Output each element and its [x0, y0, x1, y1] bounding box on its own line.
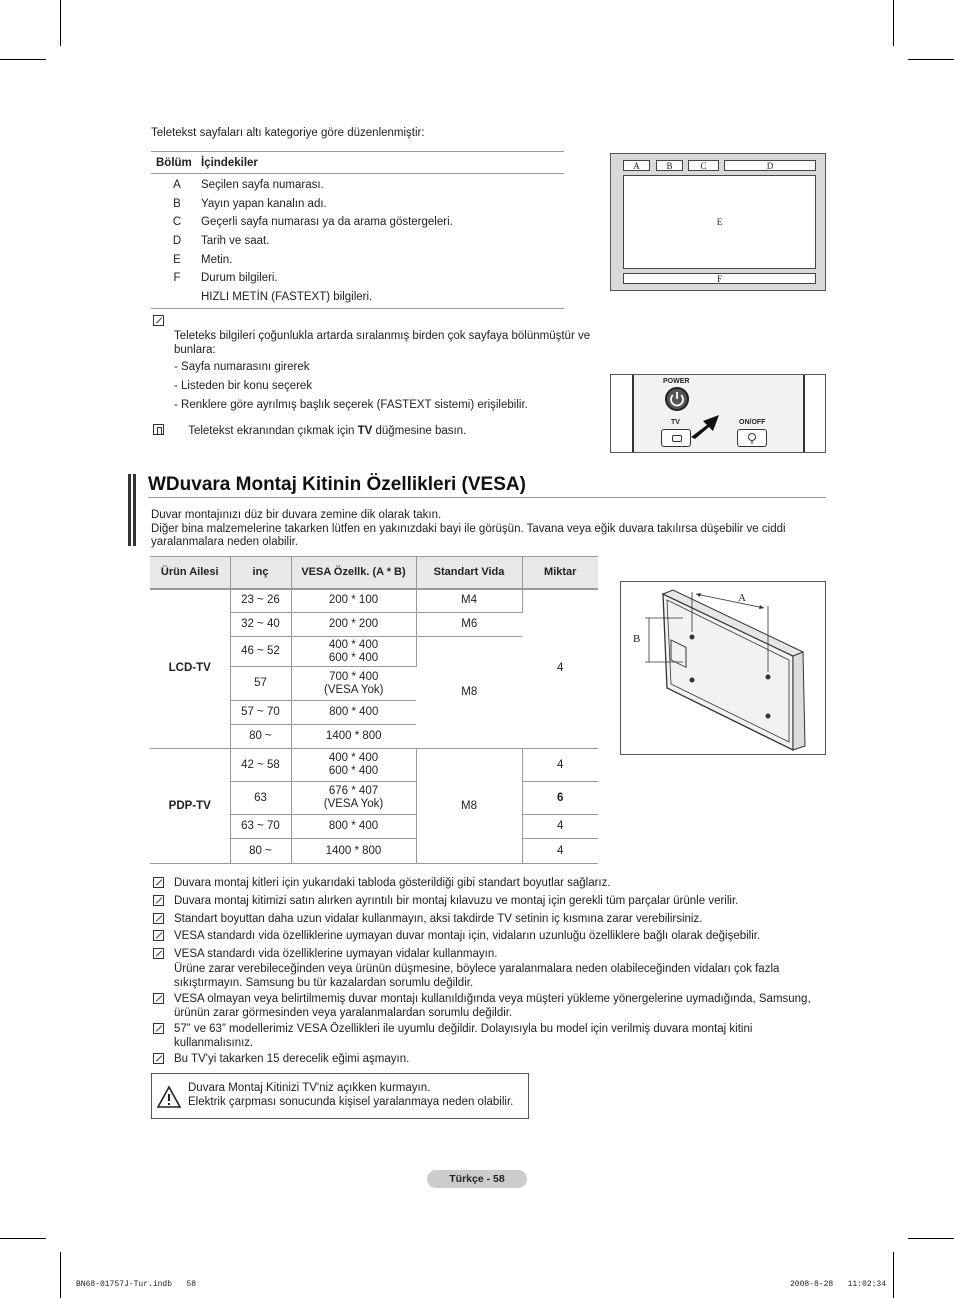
- screen-label-e: E: [623, 175, 816, 269]
- inch-cell: 80 ~: [230, 725, 291, 749]
- teletext-row-key: E: [173, 253, 181, 266]
- crop-mark: [908, 1238, 954, 1239]
- teletext-row: [151, 288, 564, 307]
- list-item: 57” ve 63” modellerimiz VESA Özellikleri ile uyumlu değildir. Dolayısıyla bu model için verilmiş duvara montaj kitini kullanmalısınız.: [153, 1022, 833, 1051]
- teletext-row-value: Yayın yapan kanalın adı.: [201, 197, 327, 210]
- screen-label-c: C: [688, 160, 719, 171]
- section-intro: [151, 509, 831, 550]
- screen-label-a: A: [623, 160, 650, 171]
- exit-note-prefix: Teletekst ekranından çıkmak için: [188, 425, 358, 437]
- screw-cell: M6: [416, 613, 522, 637]
- diagram-label-b: B: [633, 633, 641, 645]
- power-button: [665, 387, 689, 411]
- bullet-item: - Renklere göre ayrılmış başlık seçerek (FASTEXT sistemi) erişilebilir.: [174, 399, 528, 411]
- note-text: Teleteks bilgileri çoğunlukla artarda sıralanmış birden çok sayfaya bölünmüştür ve bunlara:: [174, 330, 591, 356]
- inch-cell: 57 ~ 70: [230, 701, 291, 725]
- list-item: VESA olmayan veya belirtilmemiş duvar montajı kullanıldığında veya müşteri yükleme yönergelerine uymadığında, Samsung, ürünün zarar görmesinden veya yaralanmalardan sorumlu değildir.: [153, 992, 833, 1021]
- crop-mark: [893, 0, 894, 46]
- section-title: WDuvara Montaj Kitinin Özellikleri (VESA): [148, 474, 526, 495]
- teletext-row: [151, 213, 564, 232]
- vesa-header: Miktar: [522, 557, 598, 589]
- print-file-info: BN68-01757J-Tur.indb 58: [76, 1280, 197, 1289]
- teletext-row: [151, 176, 564, 195]
- vesa-header: inç: [230, 557, 291, 589]
- section-intro-line: Diğer bina malzemelerine takarken lütfen en yakınızdaki bayi ile görüşün. Tavana veya eğik duvara takılırsa düşebilir ve ciddi yaralanmalara neden olabilir.: [151, 522, 786, 548]
- onoff-label: ON/OFF: [739, 419, 766, 426]
- vesa-cell: 400 * 400 600 * 400: [291, 749, 416, 782]
- vesa-cell: 800 * 400: [291, 815, 416, 839]
- remote-illustration: [610, 374, 826, 453]
- hand-icon: [153, 424, 164, 435]
- screen-label-b: B: [656, 160, 683, 171]
- teletext-row-value: Geçerli sayfa numarası ya da arama göstergeleri.: [201, 216, 453, 229]
- mount-notes: [153, 876, 833, 1069]
- tv-icon: [672, 435, 682, 442]
- note-icon: [153, 993, 164, 1004]
- teletext-row-key: A: [173, 179, 181, 192]
- crop-mark: [60, 1252, 61, 1298]
- vesa-cell: 676 * 407 (VESA Yok): [291, 782, 416, 815]
- crop-mark: [0, 59, 46, 60]
- note-icon: [153, 948, 164, 959]
- teletext-row-value: Durum bilgileri.: [201, 272, 278, 285]
- crop-mark: [908, 59, 954, 60]
- vesa-cell: 200 * 100: [291, 589, 416, 613]
- teletext-table: [151, 151, 564, 309]
- teletext-row-value: Seçilen sayfa numarası.: [201, 179, 324, 192]
- vesa-cell: 1400 * 800: [291, 725, 416, 749]
- tv-back-drawing: [621, 582, 827, 756]
- inch-cell: 63: [230, 782, 291, 815]
- crop-mark: [0, 1238, 46, 1239]
- inch-cell: 80 ~: [230, 839, 291, 864]
- teletext-row-value: HIZLI METİN (FASTEXT) bilgileri.: [201, 290, 373, 303]
- teletext-row-key: C: [172, 216, 182, 229]
- power-label: POWER: [663, 378, 690, 385]
- section-bars: [128, 474, 138, 546]
- diagram-label-a: A: [738, 592, 746, 604]
- list-item: Bu TV'yi takarken 15 derecelik eğimi aşmayın.: [153, 1052, 833, 1068]
- screen-label-d: D: [724, 160, 816, 171]
- teletext-row-key: B: [173, 197, 181, 210]
- exit-note: [153, 423, 466, 438]
- vesa-header: Standart Vida: [416, 557, 522, 589]
- inch-cell: 32 ~ 40: [230, 613, 291, 637]
- warning-line: Duvara Montaj Kitinizi TV'niz açıkken kurmayın.: [188, 1082, 431, 1094]
- teletext-row: [151, 195, 564, 214]
- teletext-screen-illustration: [610, 153, 826, 291]
- tv-label: TV: [671, 419, 680, 426]
- note-icon: [153, 877, 164, 888]
- vesa-cell: 800 * 400: [291, 701, 416, 725]
- inch-cell: 42 ~ 58: [230, 749, 291, 782]
- pointer-arrow-icon: [689, 411, 723, 441]
- teletext-row-value: Metin.: [201, 253, 233, 266]
- family-cell: LCD-TV: [150, 589, 230, 749]
- teletext-row: [151, 232, 564, 251]
- teletext-row-key: D: [172, 235, 182, 248]
- inch-cell: 46 ~ 52: [230, 637, 291, 667]
- note-icon: [153, 895, 164, 906]
- note-icon: [153, 1023, 164, 1034]
- qty-cell: 4: [522, 589, 598, 749]
- bullet-item: - Listeden bir konu seçerek: [174, 380, 313, 392]
- list-item: VESA standardı vida özelliklerine uymayan vidalar kullanmayın. Ürüne zarar verebileceğinden veya ürünün düşmesine, böylece yaralanmalara neden olabileceğinden vidaları çok fazla sıkıştırmayın. Samsung bu tür kazalardan sorumlu değildir.: [153, 947, 833, 990]
- teletext-row: [151, 269, 564, 288]
- qty-cell: 4: [522, 749, 598, 782]
- warning-box: [151, 1073, 529, 1119]
- bullet-item: - Sayfa numarasını girerek: [174, 361, 310, 373]
- teletext-row-key: F: [173, 272, 181, 285]
- note-icon: [153, 1053, 164, 1064]
- list-item: VESA standardı vida özelliklerine uymayan duvar montajı için, vidaların uzunluğu özelliklere bağlı olarak değişebilir.: [153, 929, 833, 945]
- qty-cell: 4: [522, 815, 598, 839]
- crop-mark: [60, 0, 61, 46]
- family-cell: PDP-TV: [150, 749, 230, 864]
- screen-label-f: F: [623, 273, 816, 284]
- warning-line: Elektrik çarpması sonucunda kişisel yaralanmaya neden olabilir.: [188, 1096, 514, 1108]
- teletext-row-value: Tarih ve saat.: [201, 235, 270, 248]
- vesa-cell: 400 * 400 600 * 400: [291, 637, 416, 667]
- light-icon: [738, 430, 766, 446]
- qty-cell: 6: [522, 782, 598, 815]
- page-number-badge: Türkçe - 58: [427, 1170, 527, 1188]
- note-icon: [153, 315, 164, 326]
- vesa-cell: 700 * 400 (VESA Yok): [291, 667, 416, 701]
- note-icon: [153, 913, 164, 924]
- vesa-cell: 1400 * 800: [291, 839, 416, 864]
- teletext-intro: Teletekst sayfaları altı kategoriye göre düzenlenmiştir:: [151, 127, 425, 139]
- tv-button: [661, 429, 691, 447]
- exit-note-suffix: düğmesine basın.: [372, 425, 467, 437]
- table-row: [150, 749, 598, 782]
- section-intro-line: Duvar montajınızı düz bir duvara zemine dik olarak takın.: [151, 509, 442, 521]
- crop-mark: [893, 1252, 894, 1298]
- vesa-header: VESA Özellk. (A * B): [291, 557, 416, 589]
- teletext-header-content: İçindekiler: [201, 156, 258, 169]
- inch-cell: 57: [230, 667, 291, 701]
- list-item: Duvara montaj kitimizi satın alırken ayrıntılı bir montaj kılavuzu ve montaj için gerekli tüm parçalar ürünle verilir.: [153, 894, 833, 910]
- vesa-table: [150, 556, 598, 864]
- teletext-note: [153, 314, 603, 415]
- section-title-underline: [148, 497, 826, 498]
- teletext-header-section: Bölüm: [156, 156, 192, 169]
- vesa-header: Ürün Ailesi: [150, 557, 230, 589]
- inch-cell: 63 ~ 70: [230, 815, 291, 839]
- power-icon: [667, 389, 687, 409]
- screw-cell: M8: [416, 749, 522, 864]
- screw-cell: M4: [416, 589, 522, 613]
- vesa-diagram: [620, 581, 826, 755]
- screw-cell: M8: [416, 637, 522, 749]
- exit-note-bold: TV: [357, 425, 373, 437]
- vesa-cell: 200 * 200: [291, 613, 416, 637]
- warning-icon: [157, 1085, 181, 1109]
- table-row: [150, 589, 598, 613]
- onoff-button: [737, 429, 767, 447]
- list-item: Duvara montaj kitleri için yukarıdaki tabloda gösterildiği gibi standart boyutlar sağlarız.: [153, 876, 833, 892]
- qty-cell: 4: [522, 839, 598, 864]
- inch-cell: 23 ~ 26: [230, 589, 291, 613]
- print-date-info: 2008-8-28 11:02:34: [790, 1280, 887, 1289]
- note-icon: [153, 930, 164, 941]
- list-item: Standart boyuttan daha uzun vidalar kullanmayın, aksi takdirde TV setinin iç kısmına zarar verebilirsiniz.: [153, 912, 833, 928]
- teletext-row: [151, 250, 564, 269]
